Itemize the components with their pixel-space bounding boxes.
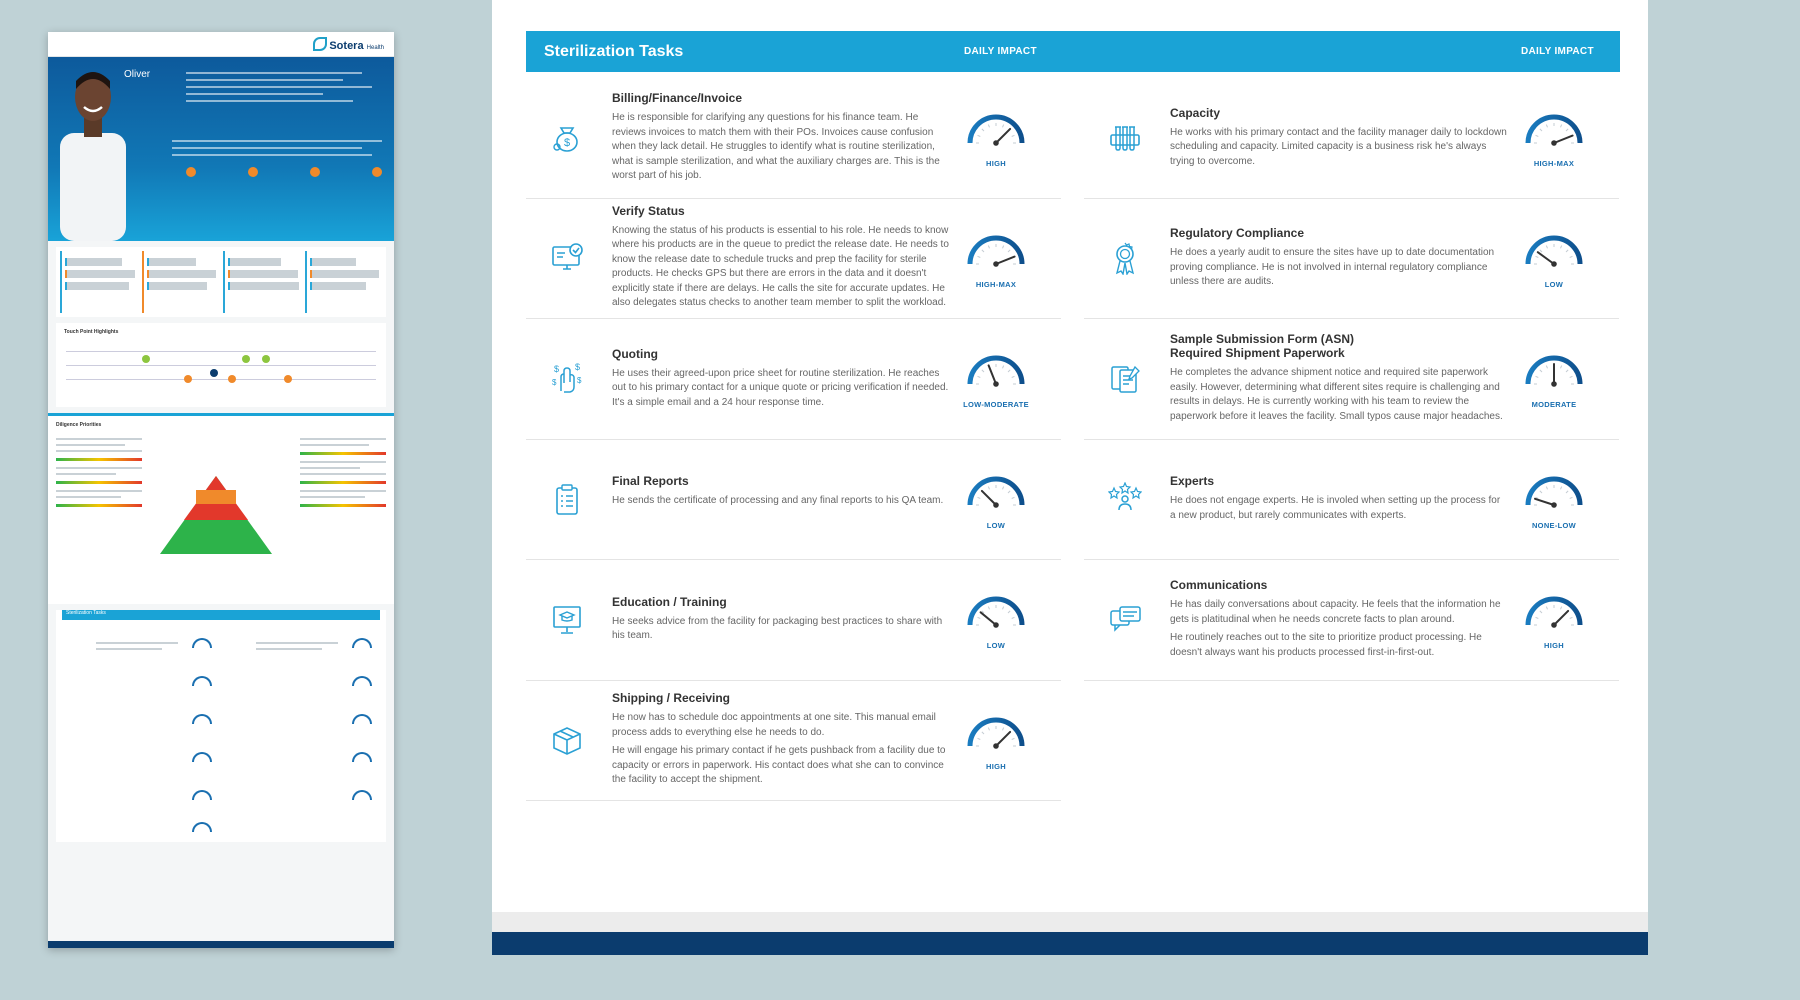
- task-title: Final Reports: [612, 474, 689, 489]
- task-description: [612, 494, 950, 513]
- impact-gauge: [964, 589, 1028, 639]
- task-title: Verify Status: [612, 203, 685, 218]
- svg-text:$: $: [575, 362, 581, 373]
- persona-quote-lines: [186, 67, 382, 125]
- impact-label: HIGH: [986, 159, 1006, 169]
- daily-impact-left: DAILY IMPACT: [964, 46, 1037, 57]
- task-description-paragraph: He works with his primary contact and the facility manager daily to lockdown scheduling and capacity. Limited capacity is a business risk he's always trying to overcome.: [1170, 126, 1507, 167]
- document-page: [492, 0, 1648, 955]
- svg-text:$: $: [554, 364, 560, 375]
- impact-gauge: [964, 228, 1028, 278]
- row-divider: [526, 800, 1061, 801]
- impact-label: HIGH: [986, 761, 1006, 771]
- impact-label: HIGH-MAX: [1533, 159, 1575, 169]
- thumbnail-header: [48, 32, 394, 57]
- task-description-paragraph: He uses their agreed-upon price sheet for routine sterilization. He reaches out to his primary contact for a unique quote or pricing verification if needed. It's a simple email and a 24 hour response time.: [612, 367, 949, 408]
- task-description: [1170, 598, 1508, 664]
- task-description-paragraph: He does not engage experts. He is involed when setting up the process for a new product, but rarely communicates with experts.: [1170, 495, 1501, 521]
- task-verify-status: [526, 198, 1061, 330]
- diligence-priorities: [48, 413, 394, 604]
- hand-money-icon: [550, 361, 584, 395]
- test-tubes-icon: [1108, 120, 1142, 154]
- tasks-header: [526, 31, 1620, 72]
- impact-gauge: [1522, 469, 1586, 519]
- task-description: [612, 224, 950, 315]
- persona-name: Oliver: [124, 69, 151, 80]
- touch-title: Touch Point Highlights: [64, 329, 119, 335]
- task-description-paragraph: He completes the advance shipment notice and required site paperwork easily. However, determining what different sites require is challenging and results in delays. He is currently working with his team to review the paperwork before it leaves the facility. Small typos cause major headaches.: [1170, 367, 1503, 422]
- task-title: Shipping / Receiving: [612, 691, 731, 706]
- persona-hero: [48, 57, 394, 241]
- task-description-paragraph: He will engage his primary contact if he gets pushback from a facility due to capacity or errors in paperwork. His contact does what she can to convince the facility to accept the shipment.: [612, 745, 946, 786]
- clipboard-list-icon: [550, 482, 584, 516]
- task-communications: [1084, 559, 1619, 691]
- svg-text:$: $: [577, 376, 582, 386]
- task-billing-finance-invoice: [526, 77, 1061, 209]
- impact-label: MODERATE: [1531, 400, 1577, 410]
- task-description: [612, 111, 950, 188]
- task-description-paragraph: He seeks advice from the facility for packaging best practices to share with his team.: [612, 615, 943, 642]
- task-title: Sample Submission Form (ASN) Required Shipment Paperwork: [1170, 332, 1355, 361]
- task-regulatory-compliance: [1084, 198, 1619, 330]
- tasks-title: Sterilization Tasks: [544, 43, 684, 60]
- working-columns: [56, 247, 386, 317]
- persona-goal-icons: [186, 167, 382, 227]
- task-title: Experts: [1170, 474, 1215, 489]
- page-footer-bar: [492, 932, 1648, 955]
- task-education-training: [526, 559, 1061, 691]
- task-description: [612, 711, 950, 792]
- priorities-title: Diligence Priorities: [56, 422, 102, 428]
- task-sample-submission-form-asn: [1084, 318, 1619, 450]
- impact-label: LOW-MODERATE: [963, 400, 1029, 410]
- task-title: Regulatory Compliance: [1170, 226, 1305, 240]
- impact-label: LOW: [986, 520, 1006, 530]
- task-description-paragraph: He does a yearly audit to ensure the sites have up to date documentation proving compliance. He is not involved in internal regulatory compliance unless there are audits.: [1170, 247, 1495, 287]
- task-description: [612, 367, 950, 415]
- task-experts: [1084, 439, 1619, 571]
- presentation-icon: [550, 602, 584, 636]
- task-shipping-receiving: [526, 680, 1061, 812]
- impact-gauge: [1522, 589, 1586, 639]
- task-title: Capacity: [1170, 105, 1221, 120]
- impact-label: HIGH-MAX: [975, 279, 1017, 289]
- award-ribbon-icon: [1108, 241, 1142, 275]
- task-description: [1170, 126, 1508, 174]
- impact-gauge: [964, 469, 1028, 519]
- sotera-logo: Sotera Health: [313, 37, 384, 52]
- task-description: [612, 615, 950, 648]
- task-description-paragraph: He sends the certificate of processing and any final reports to his QA team.: [612, 495, 944, 507]
- persona-summary-lines: [62, 135, 384, 161]
- impact-gauge: [964, 348, 1028, 398]
- package-icon: [550, 723, 584, 757]
- page-bottom-band: [492, 912, 1648, 932]
- document-thumbnail[interactable]: [48, 32, 394, 948]
- task-title: Billing/Finance/Invoice: [612, 91, 743, 105]
- row-divider: [1084, 680, 1619, 681]
- task-description: [1170, 246, 1508, 294]
- task-description: [1170, 494, 1508, 527]
- task-description-paragraph: He has daily conversations about capacity. He feels that the information he gets is platitudinal when he needs concrete facts to plan around.: [1170, 599, 1501, 625]
- task-title: Education / Training: [612, 594, 727, 609]
- impact-label: LOW: [1544, 279, 1564, 289]
- logo-mark-icon: [313, 37, 327, 51]
- task-description-paragraph: Knowing the status of his products is essential to his role. He needs to know where his products are in the queue to predict the release date. He needs to know the release date to schedule trucks and prep the facility for sterile products. He checks GPS but there are errors in the data and it doesn't explicitly state if there are delays. He calls the site for accurate updates. He also delegates status checks to another team member to split the workload.: [612, 224, 949, 308]
- tasks-thumbnail: [56, 610, 386, 842]
- svg-text:$: $: [552, 378, 557, 388]
- chat-bubbles-icon: [1108, 602, 1142, 636]
- money-bag-icon: [550, 120, 584, 154]
- forms-icon: [1108, 361, 1142, 395]
- monitor-check-icon: [550, 241, 584, 275]
- task-description-paragraph: He now has to schedule doc appointments at one site. This manual email process adds to everything else he needs to do.: [612, 712, 936, 738]
- task-title: Quoting: [612, 346, 658, 361]
- tasks-thumbnail-header: Sterilization Tasks: [62, 610, 380, 620]
- impact-label: HIGH: [1544, 641, 1564, 651]
- priorities-right-lines: [300, 434, 386, 513]
- task-description: [1170, 366, 1508, 428]
- task-title: Communications: [1170, 578, 1268, 593]
- task-quoting: [526, 318, 1061, 450]
- priorities-left-lines: [56, 434, 142, 513]
- impact-gauge: [964, 107, 1028, 157]
- impact-gauge: [964, 710, 1028, 760]
- task-final-reports: [526, 439, 1061, 571]
- thumbnail-footer: [48, 941, 394, 948]
- task-description-paragraph: He routinely reaches out to the site to prioritize product processing. He doesn't always want his products processed first-in-first-out.: [1170, 632, 1482, 658]
- svg-text:$: $: [563, 137, 571, 150]
- impact-gauge: [1522, 107, 1586, 157]
- daily-impact-right: DAILY IMPACT: [1521, 46, 1594, 57]
- impact-gauge: [1522, 228, 1586, 278]
- task-description-paragraph: He is responsible for clarifying any questions for his finance team. He reviews invoices to match them with their POs. Invoices cause confusion when they lack detail. He struggles to identify what is routine sterilization, what is sample sterilization, and what the auxiliary charges are. This is the worst part of his job.: [612, 112, 940, 181]
- impact-gauge: [1522, 348, 1586, 398]
- experts-stars-icon: [1108, 482, 1142, 516]
- impact-label: LOW: [986, 641, 1006, 651]
- touch-point-highlights: [56, 323, 386, 407]
- impact-label: NONE-LOW: [1531, 520, 1577, 530]
- task-capacity: [1084, 77, 1619, 209]
- priority-pyramid-mid: [196, 490, 236, 504]
